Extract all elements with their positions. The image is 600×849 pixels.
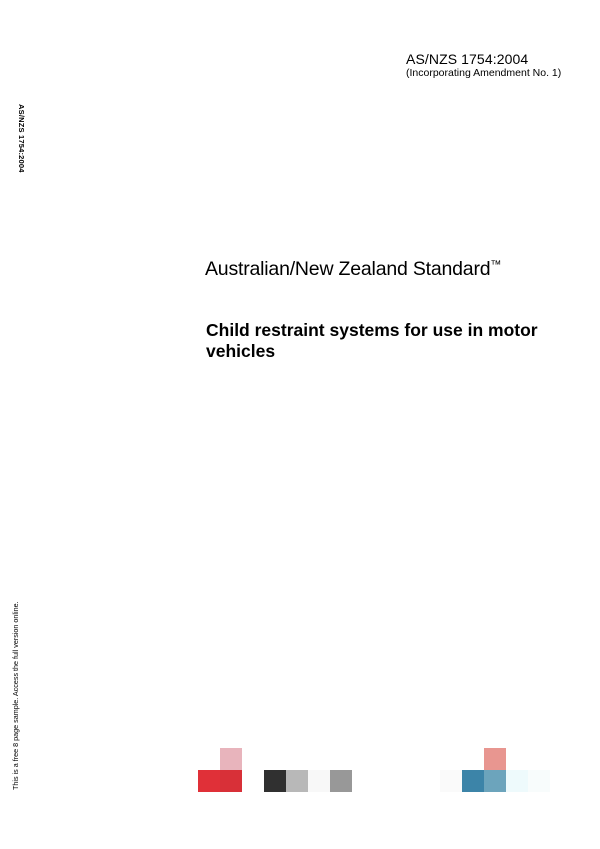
color-swatch	[484, 770, 506, 792]
amendment-note: (Incorporating Amendment No. 1)	[406, 67, 562, 79]
color-swatch	[220, 770, 242, 792]
standard-number: AS/NZS 1754:2004	[406, 51, 529, 67]
trademark-symbol: ™	[490, 259, 502, 271]
standard-title: Child restraint systems for use in motor vehicles	[206, 320, 538, 361]
color-swatch	[264, 770, 286, 792]
sample-notice: This is a free 8 page sample. Access the full version online.	[11, 601, 20, 790]
color-swatch	[286, 770, 308, 792]
standard-id-block	[406, 51, 561, 80]
standard-type-text: Australian/New Zealand Standard	[205, 258, 491, 280]
color-swatch	[220, 748, 242, 770]
color-swatch	[506, 770, 528, 792]
color-swatch	[440, 770, 462, 792]
spine-standard-code: AS/NZS 1754:2004	[17, 104, 26, 173]
color-swatch	[330, 770, 352, 792]
color-swatch	[484, 748, 506, 770]
color-swatch	[308, 770, 330, 792]
color-swatch	[462, 770, 484, 792]
color-swatch	[528, 770, 550, 792]
color-swatch	[198, 770, 220, 792]
standard-type-heading	[205, 257, 501, 281]
